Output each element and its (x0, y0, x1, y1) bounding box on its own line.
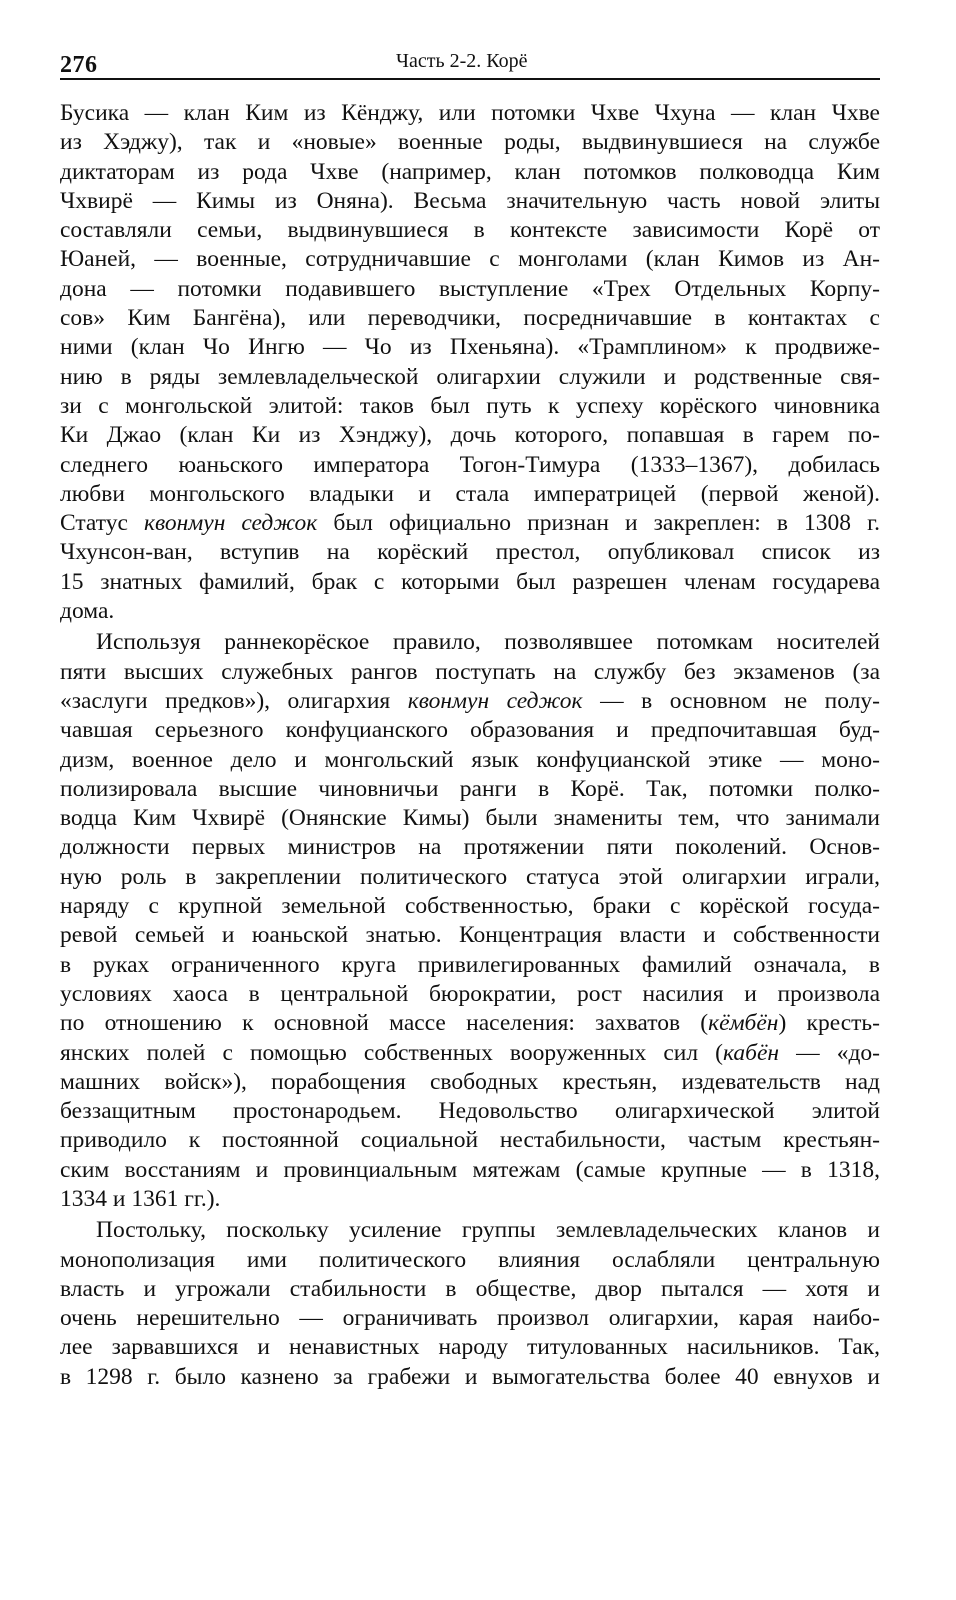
text-run: дома. (60, 598, 115, 625)
text-line (60, 776, 880, 805)
text-run: ную роль в закреплении политического статуса этой олигархии играли, (60, 863, 880, 890)
text-line (60, 305, 880, 334)
italic-term: квонмун седжок (407, 687, 583, 714)
text-run: любви монгольского владыки и стала императрицей (первой женой). (60, 480, 880, 507)
text-line (60, 659, 880, 688)
body-text (60, 100, 880, 1393)
text-line (60, 510, 880, 539)
text-run: по отношению к основной массе населения: захватов ( (60, 1010, 709, 1037)
text-line (60, 952, 880, 981)
text-run: ским восстаниям и провинциальным мятежам (самые крупные — в 1318, (60, 1156, 880, 1183)
text-line (60, 598, 880, 627)
text-line (60, 922, 880, 951)
paragraph (60, 629, 880, 1215)
text-line (60, 717, 880, 746)
text-run: ) кресть- (778, 1010, 880, 1037)
italic-term: квонмун седжок (143, 510, 318, 537)
text-line (60, 159, 880, 188)
text-line (60, 1305, 880, 1334)
text-run: очень нерешительно — ограничивать произвол олигархии, карая наибо- (60, 1305, 880, 1332)
text-run: дона — потомки подавившего выступление «Трех Отдельных Корпу- (60, 275, 880, 302)
running-head: Часть 2-2. Корё (396, 50, 528, 72)
text-run: власть и угрожали стабильности в обществе, двор пытался — хотя и (60, 1275, 880, 1302)
text-run: условиях хаоса в центральной бюрократии, рост насилия и произвола (60, 980, 880, 1007)
text-run: приводило к постоянной социальной нестабильности, частым крестьян- (60, 1127, 880, 1154)
text-run: ними (клан Чо Ингю — Чо из Пхеньяна). «Трамплином» к продвиже- (60, 334, 880, 361)
text-run: Чхвирё — Кимы из Оняна). Весьма значительную часть новой элиты (60, 187, 880, 214)
text-run: наряду с крупной земельной собственностью, браки с корёской госуда- (60, 893, 880, 920)
text-line (60, 1069, 880, 1098)
text-run: водца Ким Чхвирё (Онянские Кимы) были знамениты тем, что занимали (60, 805, 880, 832)
text-line (60, 364, 880, 393)
text-line (60, 539, 880, 568)
text-run: дизм, военное дело и монгольский язык конфуцианской этике — моно- (60, 746, 880, 773)
text-run: «заслуги предков»), олигархия (60, 687, 408, 714)
text-line (60, 422, 880, 451)
text-run: лее зарвавшихся и ненавистных народу титулованных насильников. Так, (60, 1334, 880, 1361)
text-line (60, 188, 880, 217)
text-run: составляли семьи, выдвинувшиеся в контексте зависимости Корё от (60, 217, 880, 244)
text-run: в руках ограниченного круга привилегированных фамилий означала, в (60, 951, 880, 978)
text-line (60, 276, 880, 305)
text-line (60, 569, 880, 598)
text-line (60, 1247, 880, 1276)
text-line (60, 1364, 880, 1393)
header-rule (60, 78, 880, 80)
text-line (60, 1157, 880, 1186)
text-run: сов» Ким Бангёна), или переводчики, посредничавшие в контактах с (60, 305, 880, 332)
paragraph (60, 100, 880, 627)
text-run: чавшая серьезного конфуцианского образования и предпочитавшая буд- (60, 717, 880, 744)
text-run: 15 знатных фамилий, брак с которыми был разрешен членам государева (60, 568, 880, 595)
text-run: пяти высших служебных рангов поступать на службу без экзаменов (за (60, 658, 880, 685)
text-line (60, 1217, 880, 1246)
text-run: янских полей с помощью собственных вооруженных сил ( (60, 1039, 723, 1066)
italic-term: кёмбён (708, 1010, 779, 1037)
text-line (60, 452, 880, 481)
text-run: Чхунсон-ван, вступив на корёский престол, опубликовал список из (60, 539, 880, 566)
text-line (60, 1040, 880, 1069)
text-run: — в основном не полу- (582, 687, 880, 714)
text-run: полизировала высшие чиновничьи ранги в Корё. Так, потомки полко- (60, 775, 880, 802)
text-run: Используя раннекорёское правило, позволявшее потомкам носителей (96, 629, 880, 656)
text-line (60, 334, 880, 363)
text-run: зи с монгольской элитой: таков был путь к успеху корёского чиновника (60, 392, 880, 419)
text-run: был официально признан и закреплен: в 1308 г. (317, 510, 880, 537)
text-run: машних войск»), порабощения свободных крестьян, издевательств над (60, 1068, 880, 1095)
text-line (60, 864, 880, 893)
text-run: в 1298 г. было казнено за грабежи и вымогательства более 40 евнухов и (60, 1363, 880, 1390)
text-line (60, 981, 880, 1010)
text-line (60, 1276, 880, 1305)
text-run: беззащитным простонародьем. Недовольство олигархической элитой (60, 1098, 880, 1125)
text-line (60, 1186, 880, 1215)
text-line (60, 100, 880, 129)
text-run: должности первых министров на протяжении пяти поколений. Основ- (60, 834, 880, 861)
text-run: 1334 и 1361 гг.). (60, 1185, 221, 1212)
paragraph (60, 1217, 880, 1393)
page-header (60, 42, 880, 80)
text-run: Статус (60, 510, 144, 537)
text-line (60, 688, 880, 717)
text-run: диктаторам из рода Чхве (например, клан потомков полководца Ким (60, 158, 880, 185)
text-line (60, 805, 880, 834)
text-run: монополизация ими политического влияния ослабляли центральную (60, 1246, 880, 1273)
text-run: Постольку, поскольку усиление группы землевладельческих кланов и (96, 1217, 880, 1244)
text-line (60, 393, 880, 422)
text-line (60, 1127, 880, 1156)
text-run: из Хэджу), так и «новые» военные роды, выдвинувшиеся на службе (60, 129, 880, 156)
text-line (60, 747, 880, 776)
text-line (60, 834, 880, 863)
text-line (60, 1010, 880, 1039)
text-run: Ки Джао (клан Ки из Хэнджу), дочь которого, попавшая в гарем по- (60, 422, 880, 449)
text-line (60, 1334, 880, 1363)
text-run: Бусика — клан Ким из Кёнджу, или потомки Чхве Чхуна — клан Чхве (60, 100, 880, 126)
text-line (60, 217, 880, 246)
italic-term: кабён (722, 1039, 780, 1066)
text-run: ревой семьей и юаньской знатью. Концентрация власти и собственности (60, 922, 880, 949)
text-line (60, 1098, 880, 1127)
text-run: следнего юаньского императора Тогон-Тимура (1333–1367), добилась (60, 451, 880, 478)
text-run: нию в ряды землевладельческой олигархии служили и родственные свя- (60, 363, 880, 390)
text-line (60, 246, 880, 275)
text-run: — «до- (779, 1039, 880, 1066)
text-line (60, 481, 880, 510)
page-number: 276 (60, 52, 98, 78)
text-line (60, 893, 880, 922)
text-run: Юаней, — военные, сотрудничавшие с монголами (клан Кимов из Ан- (60, 246, 880, 273)
text-line (60, 129, 880, 158)
text-line (60, 629, 880, 658)
